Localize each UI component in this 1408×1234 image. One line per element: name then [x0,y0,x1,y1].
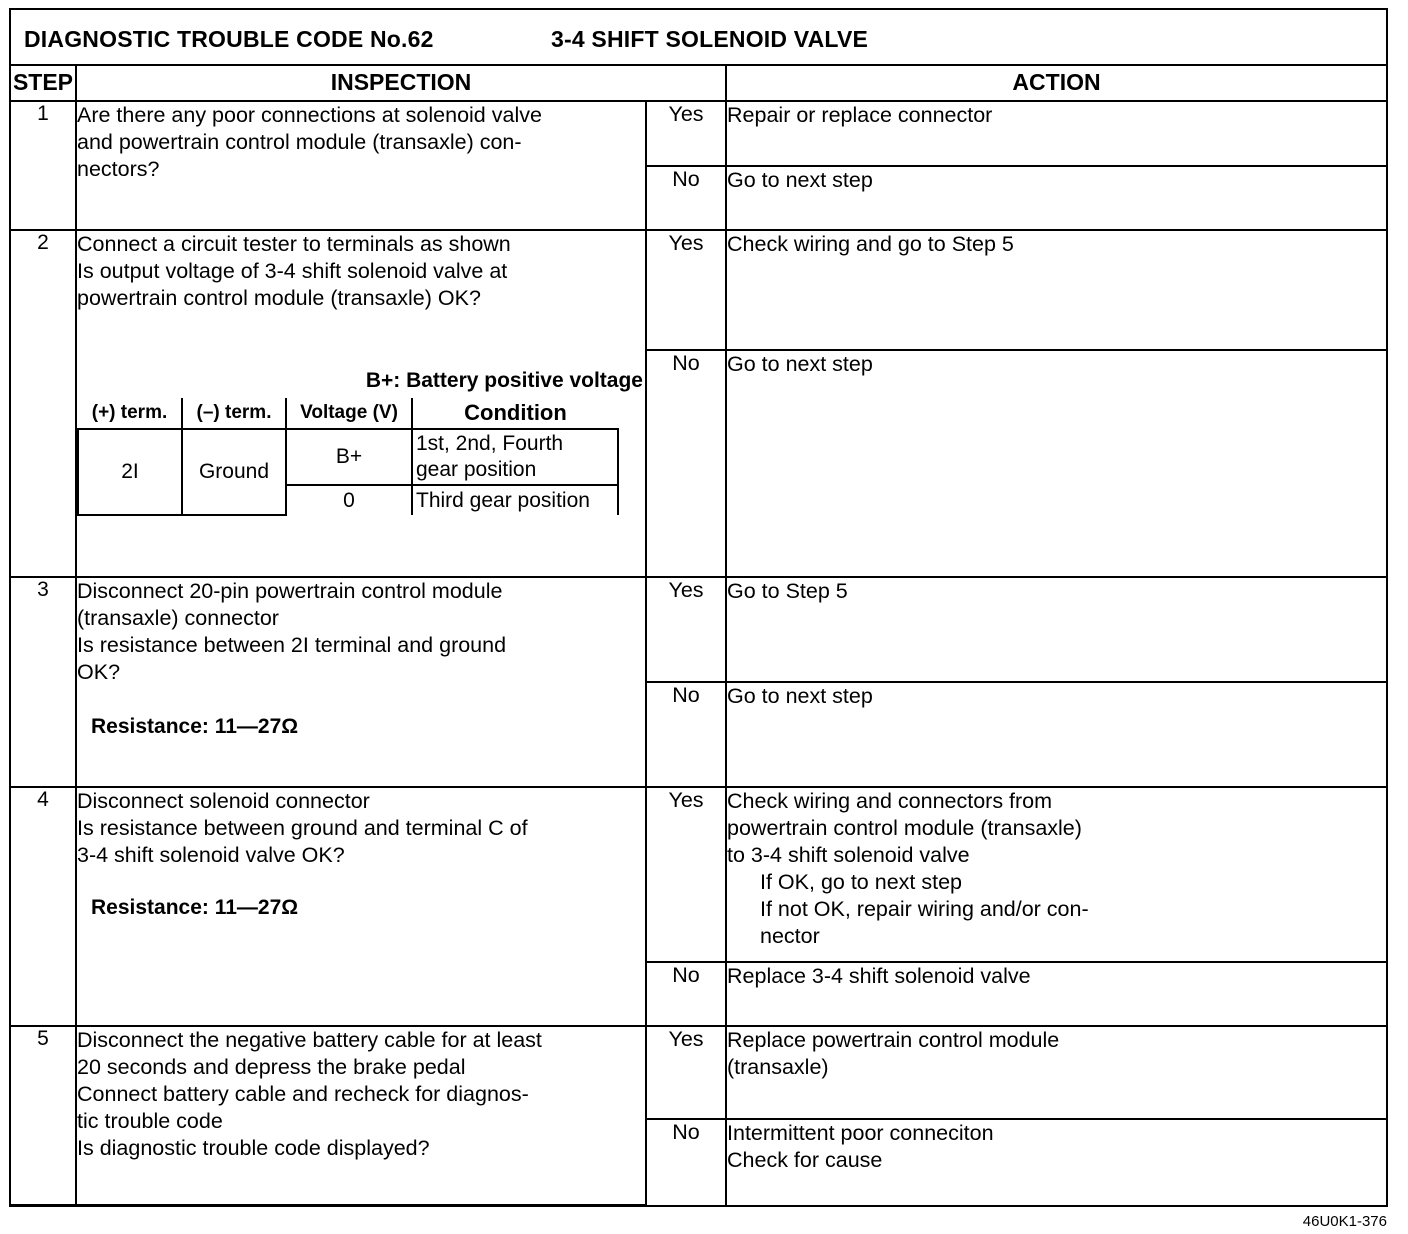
voltage-table [77,398,619,516]
voltage-header: Voltage (V) [286,398,412,429]
no-action [726,962,1386,1026]
dtc-name-title: 3-4 SHIFT SOLENOID VALVE [551,26,869,52]
step-3-inspection [76,577,646,787]
action-line: to 3-4 shift solenoid valve [727,843,970,867]
action-line: Intermittent poor conneciton [727,1121,994,1145]
no-label: No [646,350,726,577]
action-line: powertrain control module (transaxle) [727,816,1082,840]
step-number: 3 [11,577,76,787]
voltage-value: B+ [286,429,412,485]
step-5-inspection [76,1026,646,1205]
voltage-row [78,429,618,485]
no-label: No [646,1119,726,1205]
yes-action [726,101,1386,166]
no-label: No [646,166,726,230]
inspection-line: Connect a circuit tester to terminals as shown [77,232,511,256]
no-action [726,350,1386,577]
voltage-table-header [78,398,618,429]
condition-value [412,485,618,515]
step-2-yes-row [11,230,1386,350]
voltage-value: 0 [286,485,412,515]
action-line: Repair or replace connector [727,103,993,127]
yes-action [726,1026,1386,1119]
inspection-line: Disconnect solenoid connector [77,789,370,813]
step-1-inspection [76,101,646,230]
dtc-code-title: DIAGNOSTIC TROUBLE CODE No.62 [24,26,434,52]
action-line: Go to Step 5 [727,579,848,603]
plus-term-value: 2I [78,429,182,515]
inspection-line: Is resistance between 2I terminal and ground [77,633,507,657]
action-subline: If not OK, repair wiring and/or con- [760,897,1089,921]
action-line: Check for cause [727,1148,883,1172]
yes-action [726,577,1386,682]
no-label: No [646,682,726,787]
no-label: No [646,962,726,1026]
inspection-line: 3-4 shift solenoid valve OK? [77,843,345,867]
figure-reference: 46U0K1-376 [1302,1213,1387,1230]
step-1-yes-row [11,101,1386,166]
inspection-line: and powertrain control module (transaxle) con- [77,130,522,154]
inspection-line: Disconnect 20-pin powertrain control module [77,579,503,603]
step-number: 2 [11,230,76,577]
inspection-line: Is diagnostic trouble code displayed? [77,1136,430,1160]
battery-voltage-note: B+: Battery positive voltage [365,369,643,392]
no-action [726,1119,1386,1205]
inspection-line: tic trouble code [77,1109,223,1133]
inspection-line: OK? [77,660,121,684]
resistance-spec: Resistance: 11—27Ω [91,715,299,738]
action-line: Check wiring and connectors from [727,789,1053,813]
action-line: (transaxle) [727,1055,829,1079]
header-action: ACTION [726,64,1386,101]
inspection-line: Is resistance between ground and terminal C of [77,816,528,840]
yes-label: Yes [646,1026,726,1119]
diagnostic-table [11,64,1386,1206]
inspection-line: nectors? [77,157,160,181]
minus-term-header: (–) term. [182,398,286,429]
step-4-yes-row [11,787,1386,962]
action-subline: If OK, go to next step [760,870,962,894]
yes-label: Yes [646,577,726,682]
resistance-spec: Resistance: 11—27Ω [91,896,299,919]
inspection-line: 20 seconds and depress the brake pedal [77,1055,466,1079]
header-step: STEP [11,64,76,101]
no-action [726,682,1386,787]
condition-value [412,429,618,485]
step-2-inspection [76,230,646,577]
header-row [11,64,1386,101]
yes-label: Yes [646,101,726,166]
condition-line: Third gear position [416,488,590,512]
action-subline: nector [760,924,820,948]
action-line: Go to next step [727,168,873,192]
step-4-inspection [76,787,646,1026]
action-line: Replace 3-4 shift solenoid valve [727,964,1031,988]
plus-term-header: (+) term. [78,398,182,429]
inspection-line: Are there any poor connections at solenoid valve [77,103,542,127]
action-line: Replace powertrain control module [727,1028,1060,1052]
action-line: Go to next step [727,352,873,376]
no-action [726,166,1386,230]
action-line: Check wiring and go to Step 5 [727,232,1014,256]
yes-action [726,230,1386,350]
step-number: 1 [11,101,76,230]
yes-label: Yes [646,230,726,350]
dtc-sheet [9,8,1388,1207]
inspection-line: powertrain control module (transaxle) OK? [77,286,481,310]
condition-line: gear position [416,458,537,481]
title-bar [11,10,1386,66]
inspection-line: Disconnect the negative battery cable for at least [77,1028,542,1052]
step-3-yes-row [11,577,1386,682]
step-5-yes-row [11,1026,1386,1119]
inspection-line: Connect battery cable and recheck for diagnos- [77,1082,529,1106]
yes-label: Yes [646,787,726,962]
step-number: 4 [11,787,76,1026]
condition-header: Condition [412,398,618,429]
yes-action [726,787,1386,962]
inspection-line: Is output voltage of 3-4 shift solenoid valve at [77,259,508,283]
minus-term-value: Ground [182,429,286,515]
condition-line: 1st, 2nd, Fourth [416,432,564,455]
header-inspection: INSPECTION [76,64,726,101]
action-line: Go to next step [727,684,873,708]
step-number: 5 [11,1026,76,1205]
inspection-line: (transaxle) connector [77,606,279,630]
